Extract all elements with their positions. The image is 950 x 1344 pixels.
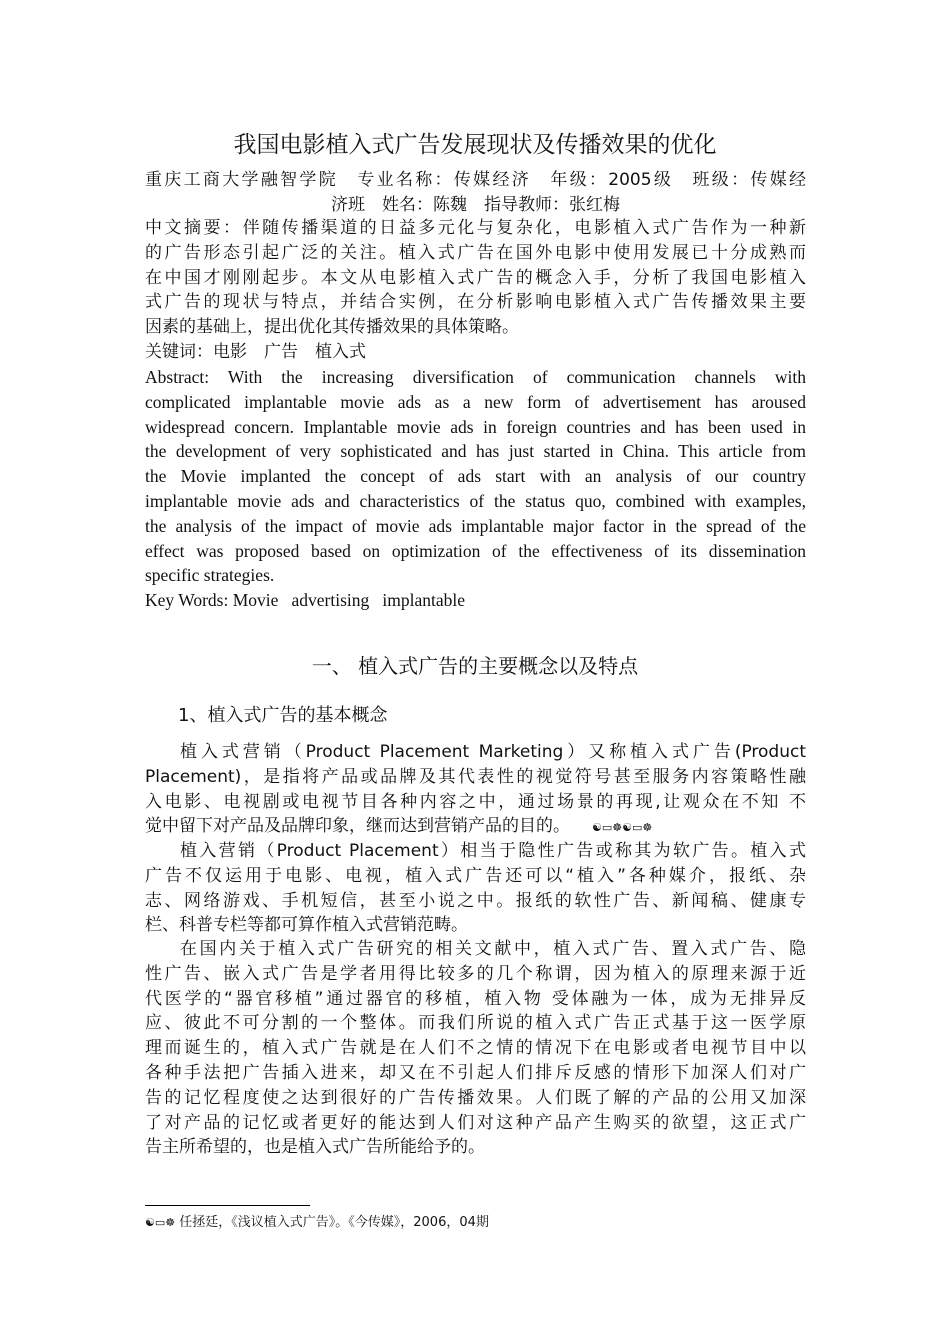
author-info (145, 168, 806, 218)
abstract-cn-line: 式广告的现状与特点，并结合实例，在分析影响电影植入式广告传播效果主要 (145, 292, 806, 313)
abstract-cn (145, 216, 806, 365)
abstract-en-line: Abstract: With the increasing diversification of communication channels with (145, 367, 806, 387)
footnote-text: 任拯廷，《浅议植入式广告》。《今传媒》，2006，04期 (179, 1215, 489, 1230)
paragraph-line: 应、彼此不可分割的一个整体。而我们所说的植入式广告正式基于这一医学原 (145, 1013, 806, 1034)
abstract-en-line: complicated implantable movie ads as a new form of advertisement has aroused (145, 391, 806, 412)
page-title: 我国电影植入式广告发展现状及传播效果的优化 (233, 132, 717, 158)
abstract-cn-line: 在中国才刚刚起步。本文从电影植入式广告的概念入手，分析了我国电影植入 (145, 267, 806, 288)
footnote-reference[interactable]: ☯▭☸☯▭☸ (592, 821, 653, 835)
paragraph-2 (145, 839, 806, 938)
abstract-cn-line: 因素的基础上，提出优化其传播效果的具体策略。 (145, 317, 519, 338)
abstract-en-line: effect was proposed based on optimization of the effectiveness of its dissemination (145, 540, 806, 561)
paragraph-line: 告的记忆程度使之达到很好的广告传播效果。人们既了解的产品的公用又加深 (145, 1087, 806, 1108)
footnote-mark: ☯▭☸ (145, 1216, 176, 1229)
paragraph-line: 告主所希望的，也是植入式广告所能给予的。 (145, 1137, 485, 1158)
paragraph-line: 志、网络游戏、手机短信，甚至小说之中。报纸的软性广告、新闻稿、健康专 (145, 890, 806, 911)
paragraph-1 (145, 740, 806, 839)
author-line: 重庆工商大学融智学院 专业名称：传媒经济 年级：2005级 班级：传媒经 (145, 170, 806, 190)
paragraph-line: 代医学的“器官移植”通过器官的移植，植入物 受体融为一体，成为无排异反 (145, 988, 806, 1009)
paragraph-line: 入电影、电视剧或电视节目各种内容之中，通过场景的再现,让观众在不知 不 (145, 791, 806, 812)
footnote-divider (145, 1205, 310, 1206)
abstract-cn-line: 的广告形态引起广泛的关注。植入式广告在国外电影中使用发展已十分成熟而 (145, 242, 806, 263)
abstract-en-line: implantable movie ads and characteristics of the status quo, combined with examples, (145, 490, 806, 511)
paragraph-3 (145, 937, 806, 1160)
paragraph-line: 觉中留下对产品及品牌印象，继而达到营销产品的目的。 (145, 816, 570, 837)
abstract-en-line: specific strategies. (145, 565, 275, 586)
abstract-en-line: the analysis of the impact of movie ads implantable major factor in the spread of the (145, 515, 806, 536)
paragraph-line: Placement)，是指将产品或品牌及其代表性的视觉符号甚至服务内容策略性融 (145, 766, 806, 787)
abstract-en-line: widespread concern. Implantable movie ads in foreign countries and has been used in (145, 416, 806, 437)
abstract-en (145, 365, 806, 613)
paragraph-line: 理而诞生的，植入式广告就是在人们不之情的情况下在电影或者电视节目中以 (145, 1038, 806, 1059)
abstract-en-line: the Movie implanted the concept of ads start with an analysis of our country (145, 466, 806, 487)
section-heading: 一、 植入式广告的主要概念以及特点 (311, 654, 639, 678)
paragraph-line: 植入营销（Product Placement）相当于隐性广告或称其为软广告。植入式 (180, 841, 806, 861)
paragraph-line: 植入式营销（Product Placement Marketing）又称植入式广告(Product (180, 742, 806, 762)
paragraph-line: 性广告、嵌入式广告是学者用得比较多的几个称谓，因为植入的原理来源于近 (145, 963, 806, 984)
keywords-en: Key Words: Movie advertising implantable (145, 590, 466, 611)
abstract-cn-line: 中文摘要：伴随传播渠道的日益多元化与复杂化，电影植入式广告作为一种新 (145, 218, 806, 238)
abstract-en-line: the development of very sophisticated and has just started in China. This article from (145, 441, 806, 462)
keywords-cn: 关键词：电影 广告 植入式 (145, 341, 366, 362)
paragraph-line: 栏、科普专栏等都可算作植入式营销范畴。 (145, 915, 468, 936)
paragraph-line: 广告不仅运用于电影、电视，植入式广告还可以“植入”各种媒介，报纸、杂 (145, 865, 806, 886)
paragraph-line: 在国内关于植入式广告研究的相关文献中，植入式广告、置入式广告、隐 (180, 939, 806, 959)
paragraph-line: 各种手法把广告插入进来，却又在不引起人们排斥反感的情形下加深人们对广 (145, 1062, 806, 1083)
author-line: 济班 姓名：陈魏 指导教师：张红梅 (331, 194, 620, 215)
footnote (145, 1211, 489, 1230)
subsection-heading: 1、植入式广告的基本概念 (178, 705, 388, 726)
paragraph-line: 了对产品的记忆或者更好的能达到人们对这种产品产生购买的欲望，这正式广 (145, 1112, 806, 1133)
